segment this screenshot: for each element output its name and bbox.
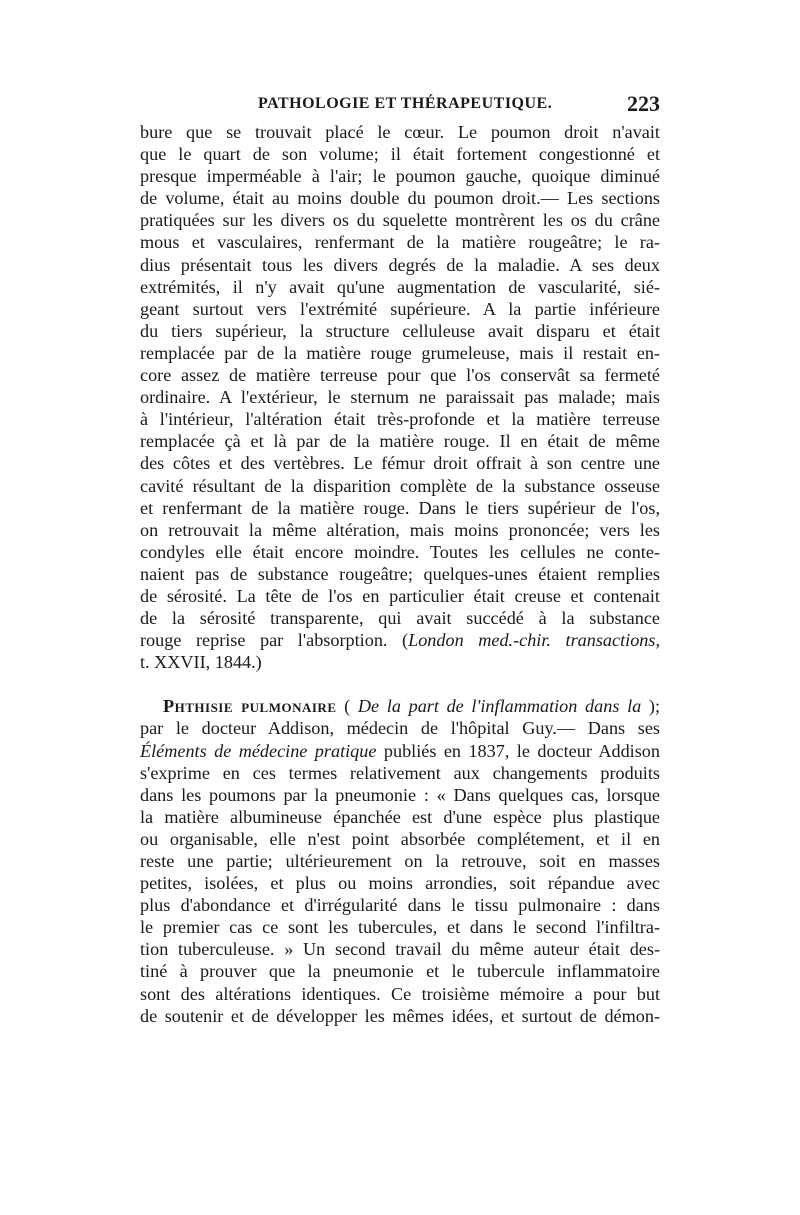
text-line [140,740,660,762]
text-line: ordinaire. A l'extérieur, le sternum ne paraissait pas malade; mais [140,387,660,408]
text-line: cavité résultant de la disparition complète de la substance osseuse [140,475,660,496]
running-head [140,91,660,121]
text-line: presque imperméable à l'air; le poumon gauche, quoique diminué [140,166,660,187]
text-line: tion tuberculeuse. » Un second travail du même auteur était des- [140,939,660,960]
text-line: condyles elle était encore moindre. Toutes les cellules ne conte- [140,541,660,562]
text-line: de sérosité. La tête de l'os en particulier était creuse et contenait [140,585,660,606]
text-line: reste une partie; ultérieurement on la retrouve, soit en masses [140,851,660,871]
text-line: à l'intérieur, l'altération était très-profonde et la matière terreuse [140,409,660,430]
paragraph-autopsy [140,121,660,673]
text-line: remplacée çà et là par de la matière rouge. Il en était de même [140,431,660,452]
section-heading: Phthisie pulmonaire [163,696,337,717]
text-line: pratiquées sur les divers os du squelette montrèrent les os du crâne [140,210,660,231]
text-line: extrémités, il n'y avait qu'une augmentation de vascularité, sié- [140,276,660,297]
text-line: et renfermant de la matière rouge. Dans le tiers supérieur de l'os, [140,497,660,518]
text-line: des côtes et des vertèbres. Le fémur droit offrait à son centre une [140,453,660,474]
paragraph-gap [140,673,660,695]
text-line: du tiers supérieur, la structure celluleuse avait disparu et était [140,320,660,341]
journal-citation: London med.-chir. transactions, [408,630,661,651]
text-line: de la sérosité transparente, qui avait succédé à la substance [140,608,660,629]
page-number: 223 [627,91,660,116]
text-line: remplacée par de la matière rouge grumeleuse, mais il restait en- [140,342,660,363]
text-line: par le docteur Addison, médecin de l'hôpital Guy.— Dans ses [140,718,660,739]
text-line: dans les poumons par la pneumonie : « Dans quelques cas, lorsque [140,784,660,805]
running-title: PATHOLOGIE ET THÉRAPEUTIQUE. [258,95,553,112]
citation-line: rouge reprise par l'absorption. (London med.-chir. transactions, [140,630,661,651]
text-line: dius présentait tous les divers degrés de la maladie. A ses deux [140,254,660,275]
paragraph-phthisis [140,695,660,1026]
text-line: tiné à prouver que la pneumonie et le tubercule inflammatoire [140,961,660,982]
text-line: sont des altérations identiques. Ce troisième mémoire a pour but [140,983,660,1004]
text-line: bure que se trouvait placé le cœur. Le poumon droit n'avait [140,122,660,142]
text-line: naient pas de substance rougeâtre; quelques-unes étaient remplies [140,563,660,584]
text-fragment: rouge reprise par l'absorption. [140,630,388,651]
text-line: de soutenir et de développer les mêmes idées, et surtout de démon- [140,1005,660,1026]
book-page [140,91,661,1027]
heading-line: Phthisie pulmonaire ( De la part de l'inflammation dans la ); [163,696,660,717]
text-line: le premier cas ce sont les tubercules, et dans le second l'infiltra- [140,917,660,938]
text-line: ou organisable, elle n'est point absorbée complétement, et il en [140,828,660,849]
text-line: la matière albumineuse épanchée est d'une espèce plus plastique [140,806,660,827]
text-line: core assez de matière terreuse pour que l'os conservât sa fermeté [140,365,660,386]
text-line: petites, isolées, et plus ou moins arrondies, soit répandue avec [140,873,660,894]
text-fragment: publiés en 1837, le docteur Addison [383,740,660,761]
book-title: Éléments de médecine pratique [140,740,377,761]
citation-tail: t. XXVII, 1844.) [140,652,262,673]
text-line: de volume, était au moins double du poumon droit.— Les sections [140,188,660,209]
text-line: mous et vasculaires, renfermant de la matière rougeâtre; le ra- [140,232,660,253]
text-line: que le quart de son volume; il était fortement congestionné et [140,144,660,165]
heading-subtitle: De la part de l'inflammation dans la [357,696,642,717]
text-line: on retrouvait la même altération, mais moins prononcée; vers les [140,519,660,540]
text-line: s'exprime en ces termes relativement aux changements produits [140,762,660,783]
text-line: geant surtout vers l'extrémité supérieure. A la partie inférieure [140,298,660,319]
text-line: plus d'abondance et d'irrégularité dans le tissu pulmonaire : dans [140,895,660,916]
